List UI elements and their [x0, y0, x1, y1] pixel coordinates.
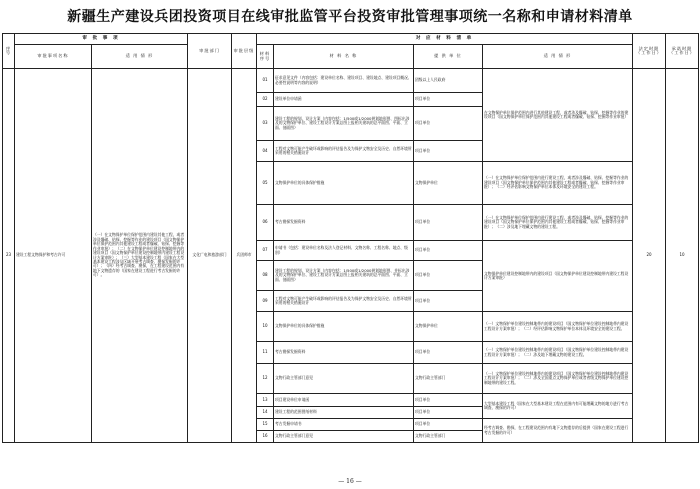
material-no: 14 — [257, 407, 274, 419]
material-provider: 项目单位 — [414, 291, 483, 312]
material-no: 15 — [257, 419, 274, 431]
header-shenpi-cengji: 审批层级 — [232, 34, 257, 69]
material-name: 申请书（包括：建设单位名称及法人登记材料、文物名称、工程名称、地点、级别） — [274, 241, 414, 261]
material-provider: 项目单位 — [414, 107, 483, 141]
header-chengnuo-shixian: 承诺时限（工作日） — [666, 34, 699, 69]
material-name: 工程对文物可能产生破坏或影响的评估报告及为保护文物安全及历史、自然环境所采用的相关措施设计 — [274, 291, 414, 312]
material-name: 考古发掘申请书 — [274, 419, 414, 431]
header-cailiao-mingcheng: 材 料 名 称 — [274, 45, 414, 69]
item-no: 23 — [3, 69, 15, 443]
item-name: 建设工程文物保护和考古许可 — [15, 69, 92, 443]
page-title: 新疆生产建设兵团投资项目在线审批监管平台投资审批管理事项统一名称和申请材料清单 — [67, 9, 633, 25]
material-no: 08 — [257, 261, 274, 291]
material-provider: 项目单位 — [414, 241, 483, 261]
material-provider: 项目单位 — [414, 93, 483, 107]
material-name: 征求意见文件（内容包括：建设单位名称、建设项目、建设地点、建设项目概况、必要性说明等内容的说明） — [274, 69, 414, 93]
header-cailiao-xuhao: 材料序号 — [257, 45, 274, 69]
header-fading-shixian: 法定时限（工作日） — [633, 34, 666, 69]
header-cailiao-qingxing: 适 用 情 形 — [483, 45, 633, 69]
material-provider: 项目单位 — [414, 419, 483, 431]
material-name: 考古勘探发掘资料 — [274, 342, 414, 364]
header-xuhao: 序号 — [3, 34, 15, 69]
material-no: 02 — [257, 93, 274, 107]
item-dept: 文化广电和旅游部门 — [188, 69, 232, 443]
header-tigong-danwei: 提 供 单 位 — [414, 45, 483, 69]
material-no: 05 — [257, 162, 274, 205]
material-name: 工程对文物可能产生破坏或影响的评估报告及为保护文物安全及历史、自然环境所采用的相关措施设计 — [274, 141, 414, 162]
materials-table — [2, 33, 699, 443]
material-name: 文物保护单位的具体保护措施 — [274, 312, 414, 342]
header-shenpi-mingcheng: 审批事项名称 — [15, 45, 92, 69]
material-scenario: 在文物保护单位保护范围内进行其他建设工程，或者涉及爆破、钻探、挖掘等作业的建设项目（国文物保护单位保护范围内其他建设工程或者爆破、钻探、挖掘等作业审批） — [483, 69, 633, 162]
item-scenario: （一）在文物保护单位保护范围内建设其他工程，或者涉及爆破、钻探、挖掘等作业的建设项目（国文物保护单位保护范围内其他建设工程或者爆破、钻探、挖掘等作业审批）；（二）在文物保护单位建设控制地带内的建设项目（国文物保护单位建设控制地带内建设工程设计方案审批）；（三）大型基本建设工程（国家在大型基本建设工程涉及区域开展考古调查、勘探发掘的许可）；（四）经考古调查、勘探，在工程建设范围内有地下文物遗存的（国家在建设工程进行考古发掘的许可）。 — [92, 69, 188, 443]
material-no: 13 — [257, 394, 274, 407]
material-provider: 文物保护单位 — [414, 312, 483, 342]
material-scenario: （一）在文物保护单位保护范围内进行建设工程，或者涉及爆破、钻探、挖掘等作业的建设项目（国文物保护单位保护范围内其他建设工程或者爆破、钻探、挖掘等作业审批）；（二）涉及地下埋藏文物的建设工程。 — [483, 205, 633, 241]
page-number: — 16 — — [338, 478, 362, 485]
material-provider: 文物保护单位 — [414, 162, 483, 205]
promise-days: 10 — [666, 69, 699, 443]
header-shenpi-bumen: 审批部门 — [188, 34, 232, 69]
material-no: 03 — [257, 107, 274, 141]
material-name: 建设工程的规划、设计方案（内容包括：1/500或1/2000规划地形图、并标出涉及的文物保护单位、建设工程设计方案总图上报相关建筑的总平面图、平面、立面、剖面图） — [274, 261, 414, 291]
material-provider: 项目单位 — [414, 394, 483, 407]
material-provider: 项目单位 — [414, 205, 483, 241]
material-scenario: （一）文物保护单位建设控制地带内的建设项目（国文物保护单位建设控制地带内建设工程设计方案审批）；（二）涉及地下埋藏文物的建设工程。 — [483, 342, 633, 364]
material-name: 考古勘探发掘资料 — [274, 205, 414, 241]
material-no: 16 — [257, 431, 274, 443]
header-shiyong-qingxing: 适 用 情 形 — [92, 45, 188, 69]
material-no: 06 — [257, 205, 274, 241]
material-name: 项目建设单位申请函 — [274, 394, 414, 407]
header-shenpi-shixiang: 审 批 事 项 — [15, 34, 188, 45]
material-provider: 文物行政主管部门 — [414, 431, 483, 443]
material-no: 07 — [257, 241, 274, 261]
material-provider: 项目单位 — [414, 261, 483, 291]
material-no: 10 — [257, 312, 274, 342]
material-name: 文物行政主管部门意见 — [274, 364, 414, 394]
material-name: 建设工程的规划、设计方案（内容包括：1/500或1/2000规划地形图、图标出涉及的文物保护单位、建设工程设计方案总图上报相关建筑的总平面图、平面、立面、剖面图） — [274, 107, 414, 141]
material-scenario: 大型基本建设工程（国家在大型基本建设工程在范围内有可能埋藏文物的地方进行考古调查、勘探的许可） — [483, 394, 633, 419]
header-duiying-cailiao: 对 应 材 料 清 单 — [257, 34, 633, 45]
material-provider: 团级以上人民政府 — [414, 69, 483, 93]
material-name: 文物保护单位的具体保护措施 — [274, 162, 414, 205]
material-no: 01 — [257, 69, 274, 93]
material-provider: 项目单位 — [414, 141, 483, 162]
material-scenario: （一）文物保护单位建设控制地带内的建设项目（国文物保护单位建设控制地带内建设工程设计方案审批）；（二）涉及全国重点文物保护单位或者省级文物保护单位建设控制地带的建设工程。 — [483, 364, 633, 394]
material-no: 04 — [257, 141, 274, 162]
material-provider: 文物行政主管部门 — [414, 364, 483, 394]
material-scenario: 文物保护单位建设控制地带内的建设项目（国文物保护单位建设控制地带内建设工程设计方案审批） — [483, 241, 633, 312]
legal-days: 20 — [633, 69, 666, 443]
material-no: 12 — [257, 364, 274, 394]
material-provider: 项目单位 — [414, 342, 483, 364]
material-name: 建设单位申请函 — [274, 93, 414, 107]
material-no: 11 — [257, 342, 274, 364]
material-scenario: 经考古调查、勘探，在工程建设范围内有地下文物遗存的后提供（国家在建设工程进行考古发掘的许可） — [483, 419, 633, 443]
material-provider: 项目单位 — [414, 407, 483, 419]
material-no: 09 — [257, 291, 274, 312]
material-scenario: （一）文物保护单位建设控制地带内的建设项目（国文物保护单位建设控制地带内建设工程设计方案审批）；（二）经评估影响文物保护单位本体及环境安全的建设工程。 — [483, 312, 633, 342]
material-name: 文物行政主管部门意见 — [274, 431, 414, 443]
item-level: 兵团师市 — [232, 69, 257, 443]
material-name: 建设工程的范围图纸材料 — [274, 407, 414, 419]
material-scenario: （一）在文物保护单位保护范围内进行建设工程，或者涉及爆破、钻探、挖掘等作业的建设项目（国文物保护单位保护范围内其他建设工程或者爆破、钻探、挖掘等作业审批）；（二）经评估影响文物保护单位本体及环境安全的建设工程。 — [483, 162, 633, 205]
